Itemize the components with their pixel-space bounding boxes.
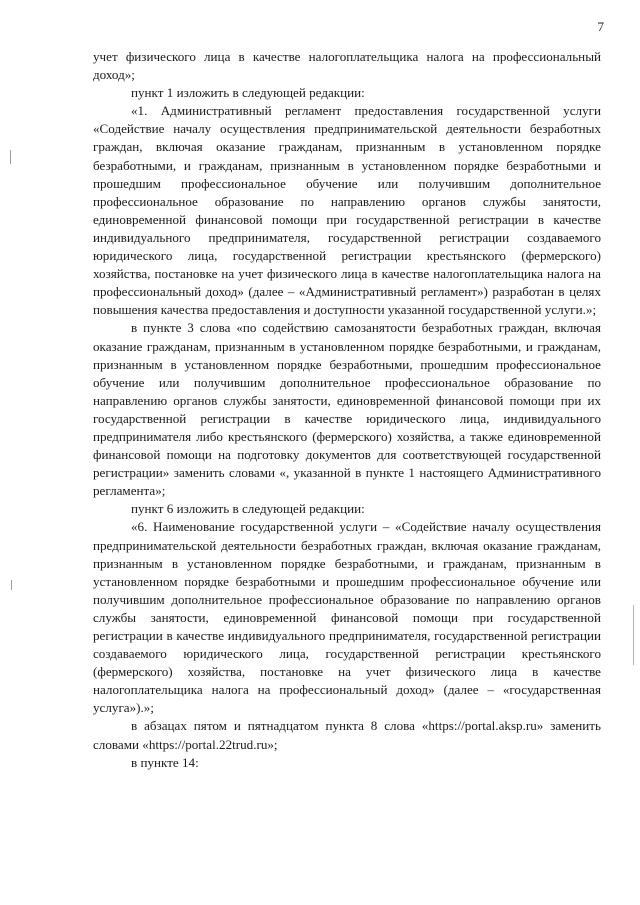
paragraph: в пункте 14: xyxy=(131,754,199,770)
scan-mark xyxy=(10,150,11,164)
scan-mark xyxy=(11,580,12,590)
scan-mark xyxy=(633,605,634,665)
paragraph: пункт 6 изложить в следующей редакции: xyxy=(131,501,365,517)
paragraph: учет физического лица в качестве налогоплательщика налога на профессиональный доход»; xyxy=(93,49,601,83)
paragraph: «1. Административный регламент предоставления государственной услуги «Содействие началу осуществления предпринимательской деятельности безработных граждан, включая оказание гражданам, признанным в установленном порядке безработными, и гражданам, признанным в установленном порядке безработными и прошедшим профессиональное обучение или получившим дополнительное профессиональное образование по направлению органов службы занятости, единовременной финансовой помощи при государственной регистрации в качестве индивидуального предпринимателя, государственной регистрации создаваемого юридического лица, государственной регистрации крестьянского (фермерского) хозяйства, постановке на учет физического лица в качестве налогоплательщика налога на профессиональный доход» (далее – «Административный регламент») разработан в целях повышения качества предоставления и доступности указанной государственной услуги.»; xyxy=(93,103,601,318)
page-number: 7 xyxy=(597,19,604,34)
document-body xyxy=(93,48,601,772)
paragraph: «6. Наименование государственной услуги – «Содействие началу осуществления предпринимательской деятельности безработных граждан, включая оказание гражданам, признанным в установленном порядке безработными, и гражданам, признанным в установленном порядке безработными и прошедшим профессиональное обучение или получившим дополнительное профессиональное образование по направлению органов службы занятости, единовременной финансовой помощи при государственной регистрации в качестве индивидуального предпринимателя, государственной регистрации создаваемого юридического лица, государственной регистрации крестьянского (фермерского) хозяйства, постановке на учет физического лица в качестве налогоплательщика налога на профессиональный доход» (далее – «государственная услуга»).»; xyxy=(93,519,601,716)
paragraph: пункт 1 изложить в следующей редакции: xyxy=(131,85,365,101)
paragraph: в абзацах пятом и пятнадцатом пункта 8 слова «https://portal.aksp.ru» заменить словами «https://portal.22trud.ru»; xyxy=(93,718,601,752)
paragraph: в пункте 3 слова «по содействию самозанятости безработных граждан, включая оказание гражданам, признанным в установленном порядке безработными, и гражданам, признанным в установленном порядке безработными, прошедшим профессиональное обучение или получившим дополнительное профессиональное образование по направлению органов службы занятости, единовременной финансовой помощи при их государственной регистрации в качестве юридического лица, индивидуального предпринимателя либо крестьянского (фермерского) хозяйства, а также единовременной финансовой помощи на подготовку документов для соответствующей государственной регистрации» заменить словами «, указанной в пункте 1 настоящего Административного регламента»; xyxy=(93,320,601,499)
